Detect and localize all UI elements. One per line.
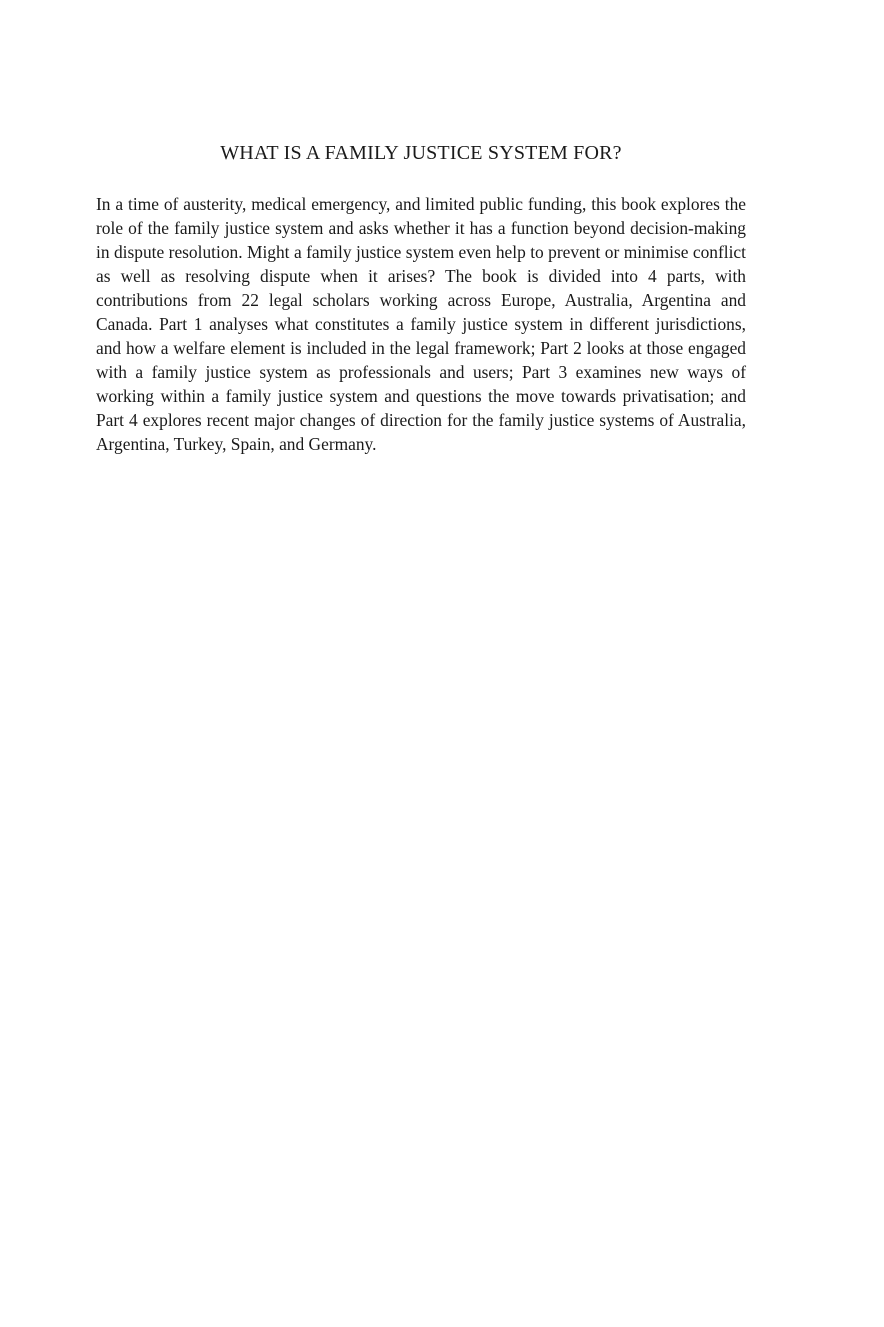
book-description: In a time of austerity, medical emergency, and limited public funding, this book explores the role of the family justice system and asks whether it has a function beyond decision-making in dispute resolution. Might a family justice system even help to prevent or minimise conflict as well as resolving dispute when it arises? The book is divided into 4 parts, with contributions from 22 legal scholars working across Europe, Australia, Argentina and Canada. Part 1 analyses what constitutes a family justice system in different jurisdictions, and how a welfare element is included in the legal framework; Part 2 looks at those engaged with a family justice system as professionals and users; Part 3 examines new ways of working within a family justice system and questions the move towards privatisation; and Part 4 explores recent major changes of direction for the family justice systems of Australia, Argentina, Turkey, Spain, and Germany. [96,194,746,454]
page-title: WHAT IS A FAMILY JUSTICE SYSTEM FOR? [220,142,622,164]
